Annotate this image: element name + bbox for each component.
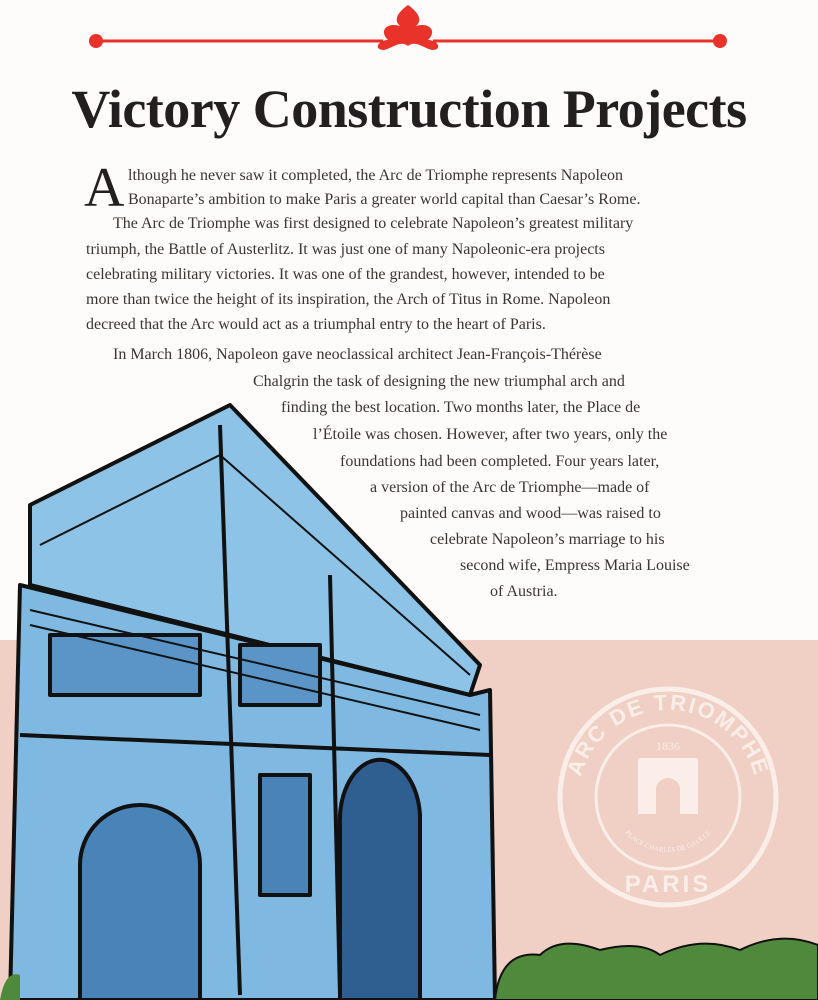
text-line: triumph, the Battle of Austerlitz. It was just one of many Napoleonic-era projects bbox=[86, 241, 605, 258]
svg-text:PLACE CHARLES DE GAULLE bbox=[624, 829, 713, 854]
text-line: finding the best location. Two months later, the Place de bbox=[281, 399, 641, 416]
stamp-year: 1836 bbox=[656, 739, 680, 753]
stamp-top-text: ARC DE TRIOMPHE bbox=[561, 689, 775, 780]
text-line: celebrate Napoleon’s marriage to his bbox=[430, 531, 665, 548]
text-line: celebrating military victories. It was one of the grandest, however, intended to be bbox=[86, 266, 605, 283]
text-line: l’Étoile was chosen. However, after two years, only the bbox=[313, 426, 668, 443]
stamp-inner-text: PLACE CHARLES DE GAULLE bbox=[623, 828, 713, 855]
stamp-bottom-text: PARIS bbox=[624, 871, 712, 898]
text-line: Chalgrin the task of designing the new triumphal arch and bbox=[253, 373, 625, 390]
text-line: The Arc de Triomphe was first designed to celebrate Napoleon’s greatest military bbox=[113, 215, 634, 232]
text-line: In March 1806, Napoleon gave neoclassical architect Jean-François-Thérèse bbox=[113, 346, 602, 363]
text-line: second wife, Empress Maria Louise bbox=[460, 557, 690, 574]
trees-illustration bbox=[0, 920, 818, 1000]
page-title: Victory Construction Projects bbox=[71, 79, 747, 139]
arc-de-triomphe-stamp bbox=[548, 682, 788, 912]
text-line: foundations had been completed. Four years later, bbox=[340, 453, 660, 470]
text-line: Bonaparte’s ambition to make Paris a greater world capital than Caesar’s Rome. bbox=[128, 191, 641, 208]
text-line: painted canvas and wood—was raised to bbox=[400, 505, 661, 522]
drop-cap: A bbox=[84, 157, 125, 219]
text-line: decreed that the Arc would act as a triumphal entry to the heart of Paris. bbox=[86, 316, 546, 333]
text-line: lthough he never saw it completed, the Arc de Triomphe represents Napoleon bbox=[128, 167, 623, 184]
text-line: of Austria. bbox=[490, 583, 558, 600]
text-line: more than twice the height of its inspiration, the Arch of Titus in Rome. Napoleon bbox=[86, 291, 611, 308]
text-line: a version of the Arc de Triomphe—made of bbox=[370, 479, 650, 496]
